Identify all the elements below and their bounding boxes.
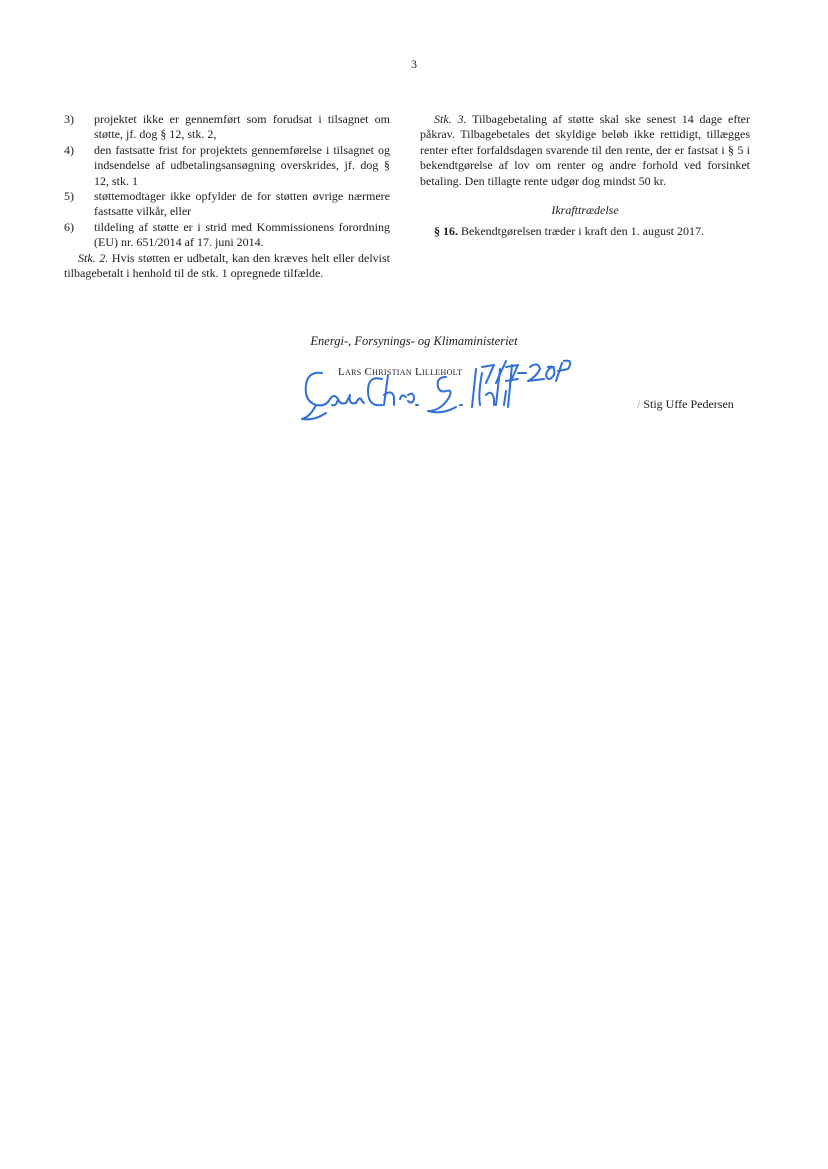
- list-item: [64, 143, 390, 189]
- stk3-text: Tilbagebetaling af støtte skal ske senest 14 dage efter påkrav. Tilbagebetales det skyldige beløb ikke rettidigt, tillægges renter efter forfaldsdagen svarende til den rente, der er fastsat i § 5 i bekendtgørelse af lov om renter og andre forhold ved forsinket betaling. Den tillagte rente udgør dog mindst 50 kr.: [420, 112, 750, 188]
- ministry-name: Energi-, Forsynings- og Klimaministeriet: [310, 334, 518, 348]
- list-item-text: støttemodtager ikke opfylder de for støtten øvrige nærmere fastsatte vilkår, eller: [94, 189, 390, 219]
- secretary-slash: /: [637, 397, 641, 411]
- list-item-text: den fastsatte frist for projektets gennemførelse i tilsagnet og indsendelse af udbetalingsansøgning overskrides, jf. dog § 12, stk. 1: [94, 142, 390, 188]
- section-heading: Ikrafttrædelse: [551, 203, 619, 218]
- list-item: [64, 189, 390, 220]
- left-column: [64, 112, 390, 281]
- stk3-label: Stk. 3.: [434, 112, 467, 126]
- list-item-number: 4): [64, 142, 74, 157]
- section-16-paragraph: [420, 224, 750, 239]
- secretary-name: Stig Uffe Pedersen: [643, 397, 734, 411]
- stk3-paragraph: [420, 112, 750, 189]
- page-number: 3: [411, 57, 417, 71]
- section-16-text: Bekendtgørelsen træder i kraft den 1. august 2017.: [461, 224, 704, 239]
- right-column: [420, 112, 750, 240]
- section-16-label: § 16.: [434, 224, 458, 239]
- list-item: [64, 112, 390, 143]
- list-item-number: 5): [64, 189, 74, 204]
- handwritten-signature: [296, 355, 586, 437]
- minister-name: Lars Christian Lilleholt: [338, 366, 463, 378]
- secretary-block: [637, 397, 734, 412]
- list-item-number: 6): [64, 219, 74, 234]
- list-item-text: tildeling af støtte er i strid med Kommissionens forordning (EU) nr. 651/2014 af 17. juni 2014.: [94, 219, 390, 250]
- stk2-label: Stk. 2.: [78, 250, 109, 265]
- stk2-paragraph: [64, 251, 390, 282]
- list-item: [64, 220, 390, 251]
- stk2-text: Hvis støtten er udbetalt, kan den kræves helt eller delvist tilbagebetalt i henhold til de stk. 1 opregnede tilfælde.: [64, 250, 391, 281]
- list-item-number: 3): [64, 112, 74, 126]
- list-item-text: projektet ikke er gennemført som forudsat i tilsagnet om støtte, jf. dog § 12, stk. 2,: [94, 112, 390, 142]
